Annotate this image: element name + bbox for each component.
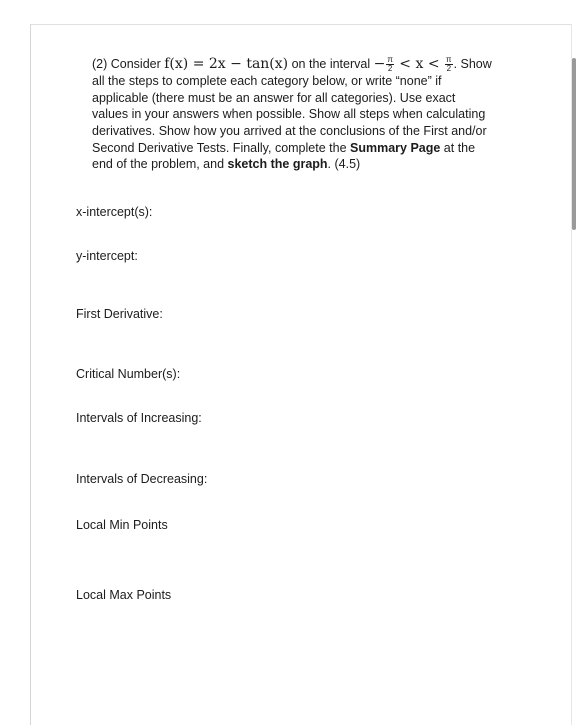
sketch-graph-emphasis: sketch the graph (227, 157, 328, 172)
points-value: . (4.5) (327, 157, 361, 172)
interval-text: on the interval (288, 57, 374, 71)
problem-line-1 (92, 56, 510, 73)
interval-inequality: < x < (394, 56, 445, 72)
y-intercept-label: y-intercept: (76, 249, 138, 263)
intervals-decreasing-label: Intervals of Decreasing: (76, 472, 208, 486)
show-text: . Show (453, 57, 492, 71)
x-intercepts-label: x-intercept(s): (76, 205, 153, 219)
pi-over-2-fraction-right (445, 56, 453, 73)
frac-numerator: π (446, 55, 452, 65)
line6-end: at the (440, 140, 476, 155)
local-max-label: Local Max Points (76, 588, 172, 602)
frac-numerator: π (387, 55, 393, 65)
local-min-label: Local Min Points (76, 518, 168, 532)
problem-line-2: all the steps to complete each category below, or write “none” if (92, 74, 442, 89)
problem-line-6 (92, 140, 510, 157)
pi-over-2-fraction-left (386, 56, 394, 73)
critical-numbers-label: Critical Number(s): (76, 367, 181, 381)
function-expression: f(x) = 2x − tan(x) (164, 56, 289, 72)
line7-text: end of the problem, and (92, 157, 228, 172)
frac-denominator: 2 (387, 64, 393, 74)
problem-line-7 (92, 156, 510, 173)
summary-page-emphasis: Summary Page (350, 140, 441, 155)
minus-sign: − (373, 56, 386, 72)
frac-denominator: 2 (446, 64, 452, 74)
problem-number: (2) Consider (92, 57, 165, 71)
problem-statement (92, 56, 510, 173)
problem-line-5: derivatives. Show how you arrived at the conclusions of the First and/or (92, 123, 487, 138)
scrollbar[interactable] (572, 58, 576, 230)
line6-text: Second Derivative Tests. Finally, complete the (92, 140, 350, 155)
intervals-increasing-label: Intervals of Increasing: (76, 411, 202, 425)
problem-line-3: applicable (there must be an answer for all categories). Use exact (92, 90, 456, 105)
problem-line-4: values in your answers when possible. Show all steps when calculating (92, 107, 486, 122)
first-derivative-label: First Derivative: (76, 307, 163, 321)
